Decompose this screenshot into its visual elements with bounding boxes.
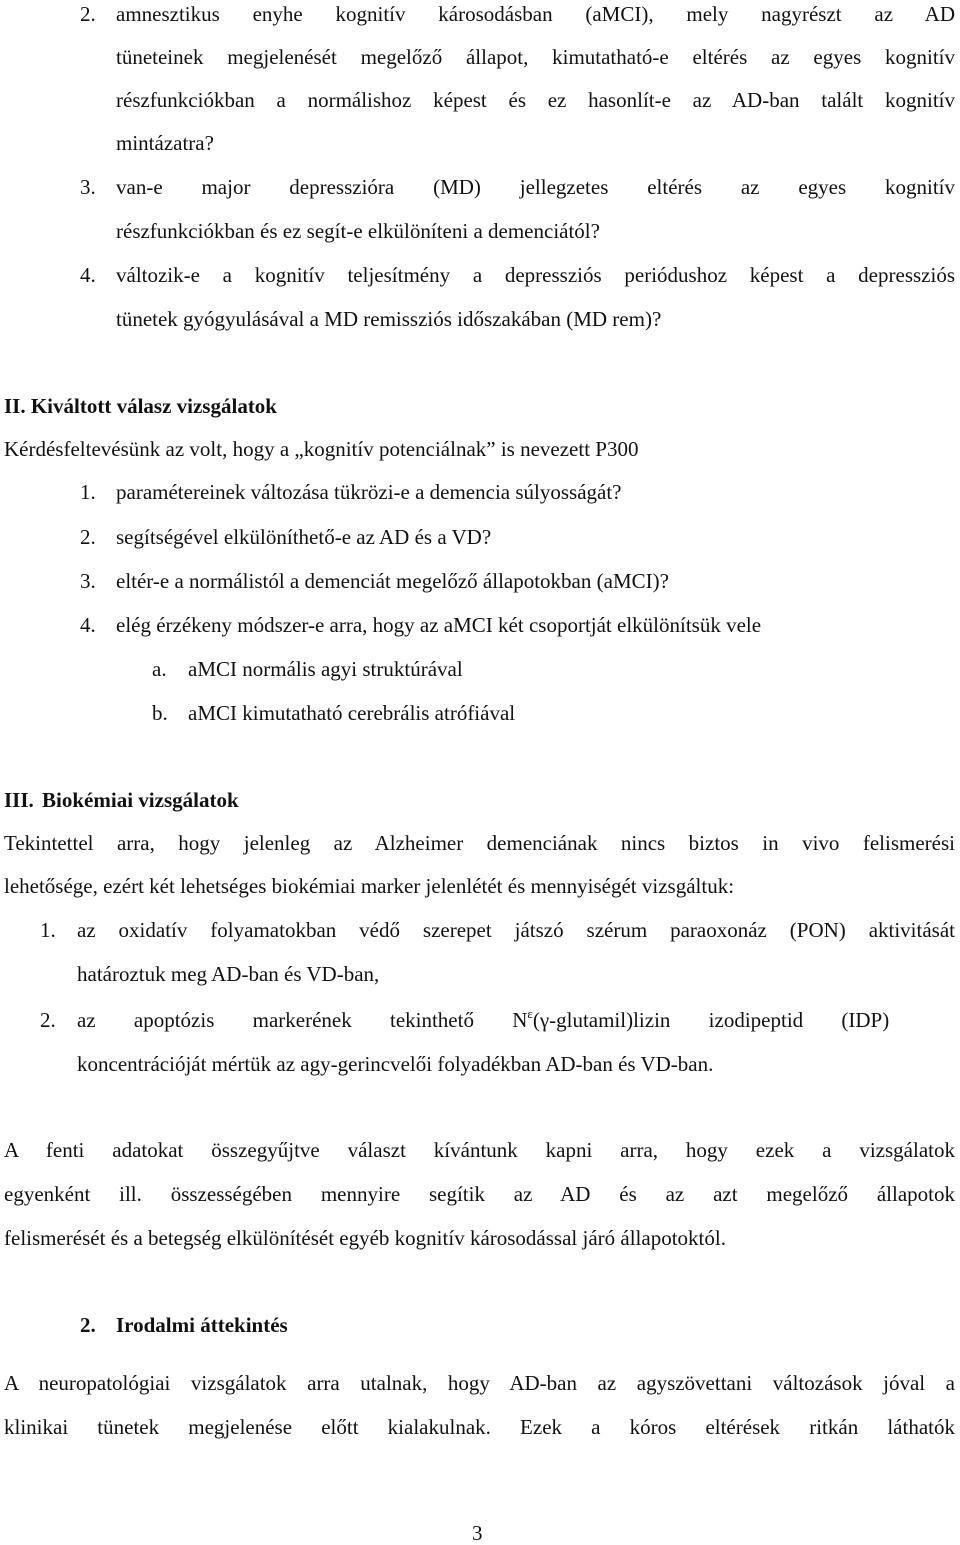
list-item-line [77,1006,955,1032]
chapter-number: 2. [80,1313,96,1337]
list-item: elég érzékeny módszer-e arra, hogy az aMCI két csoportját elkülönítsük vele [116,613,762,637]
superscript-epsilon: ε [527,1006,533,1021]
list-item: paramétereinek változása tükrözi-e a demencia súlyosságát? [116,480,622,504]
list-number: 4. [80,263,96,287]
list-item-line: részfunkciókban és ez segít-e elkülöníteni a demenciától? [116,219,600,243]
section-heading-number: III. [4,788,34,812]
list-item-line: koncentrációját mértük az agy-gerincvelői folyadékban AD-ban és VD-ban. [77,1052,714,1076]
list-item-line: az oxidatív folyamatokban védő szerepet játszó szérum paraoxonáz (PON) aktivitását [77,920,955,942]
chapter-title: Irodalmi áttekintés [116,1313,288,1337]
list-number: 4. [80,613,96,637]
text-fragment: (γ-glutamil)lizin izodipeptid (IDP) [532,1008,890,1032]
list-item-line: határoztuk meg AD-ban és VD-ban, [77,962,380,986]
list-item-line: van-e major depresszióra (MD) jellegzetes eltérés az egyes kognitív [116,177,955,199]
list-number: 3. [80,569,96,593]
list-item-line: tüneteinek megjelenését megelőző állapot, kimutatható-e eltérés az egyes kognitív [116,47,955,69]
list-number: 3. [80,175,96,199]
sublist-letter: b. [152,701,168,725]
list-item-line: tünetek gyógyulásával a MD remissziós időszakában (MD rem)? [116,307,662,331]
list-item-line: mintázatra? [116,131,214,155]
sublist-item: aMCI normális agyi struktúrával [188,657,463,681]
text-fragment: az apoptózis markerének tekinthető N [77,1008,528,1032]
list-item-line: részfunkciókban a normálishoz képest és ez hasonlít-e az AD-ban talált kognitív [116,90,955,112]
list-number: 2. [80,2,96,26]
list-number: 2. [40,1008,56,1032]
list-item: segítségével elkülöníthető-e az AD és a VD? [116,525,492,549]
list-number: 2. [80,525,96,549]
page-number: 3 [472,1521,483,1545]
paragraph-line: Tekintettel arra, hogy jelenleg az Alzheimer demenciának nincs biztos in vivo felismerési [4,833,955,855]
paragraph-line: felismerését és a betegség elkülönítését egyéb kognitív károsodással járó állapotoktól. [4,1226,726,1250]
paragraph-line: A fenti adatokat összegyűjtve választ kívántunk kapni arra, hogy ezek a vizsgálatok [4,1140,955,1162]
paragraph-line: egyenként ill. összességében mennyire segítik az AD és az azt megelőző állapotok [4,1184,955,1206]
list-number: 1. [40,918,56,942]
paragraph-line: lehetősége, ezért két lehetséges biokémiai marker jelenlétét és mennyiségét vizsgáltuk: [4,874,735,898]
list-item-line: amnesztikus enyhe kognitív károsodásban (aMCI), mely nagyrészt az AD [116,4,955,26]
section-heading: II. Kiváltott válasz vizsgálatok [4,394,277,418]
paragraph-line: klinikai tünetek megjelenése előtt kialakulnak. Ezek a kóros eltérések ritkán láthatók [4,1417,955,1439]
list-item: eltér-e a normálistól a demenciát megelőző állapotokban (aMCI)? [116,569,669,593]
paragraph-line: Kérdésfeltevésünk az volt, hogy a „kognitív potenciálnak” is nevezett P300 [4,437,639,461]
sublist-item: aMCI kimutatható cerebrális atrófiával [188,701,516,725]
paragraph-line: A neuropatológiai vizsgálatok arra utalnak, hogy AD-ban az agyszövettani változások jóval a [4,1373,955,1395]
list-item-line: változik-e a kognitív teljesítmény a depressziós periódushoz képest a depressziós [116,265,955,287]
sublist-letter: a. [152,657,167,681]
section-heading-text: Biokémiai vizsgálatok [42,788,239,812]
list-number: 1. [80,480,96,504]
section-heading [4,790,239,811]
list-item-text [77,1006,890,1032]
